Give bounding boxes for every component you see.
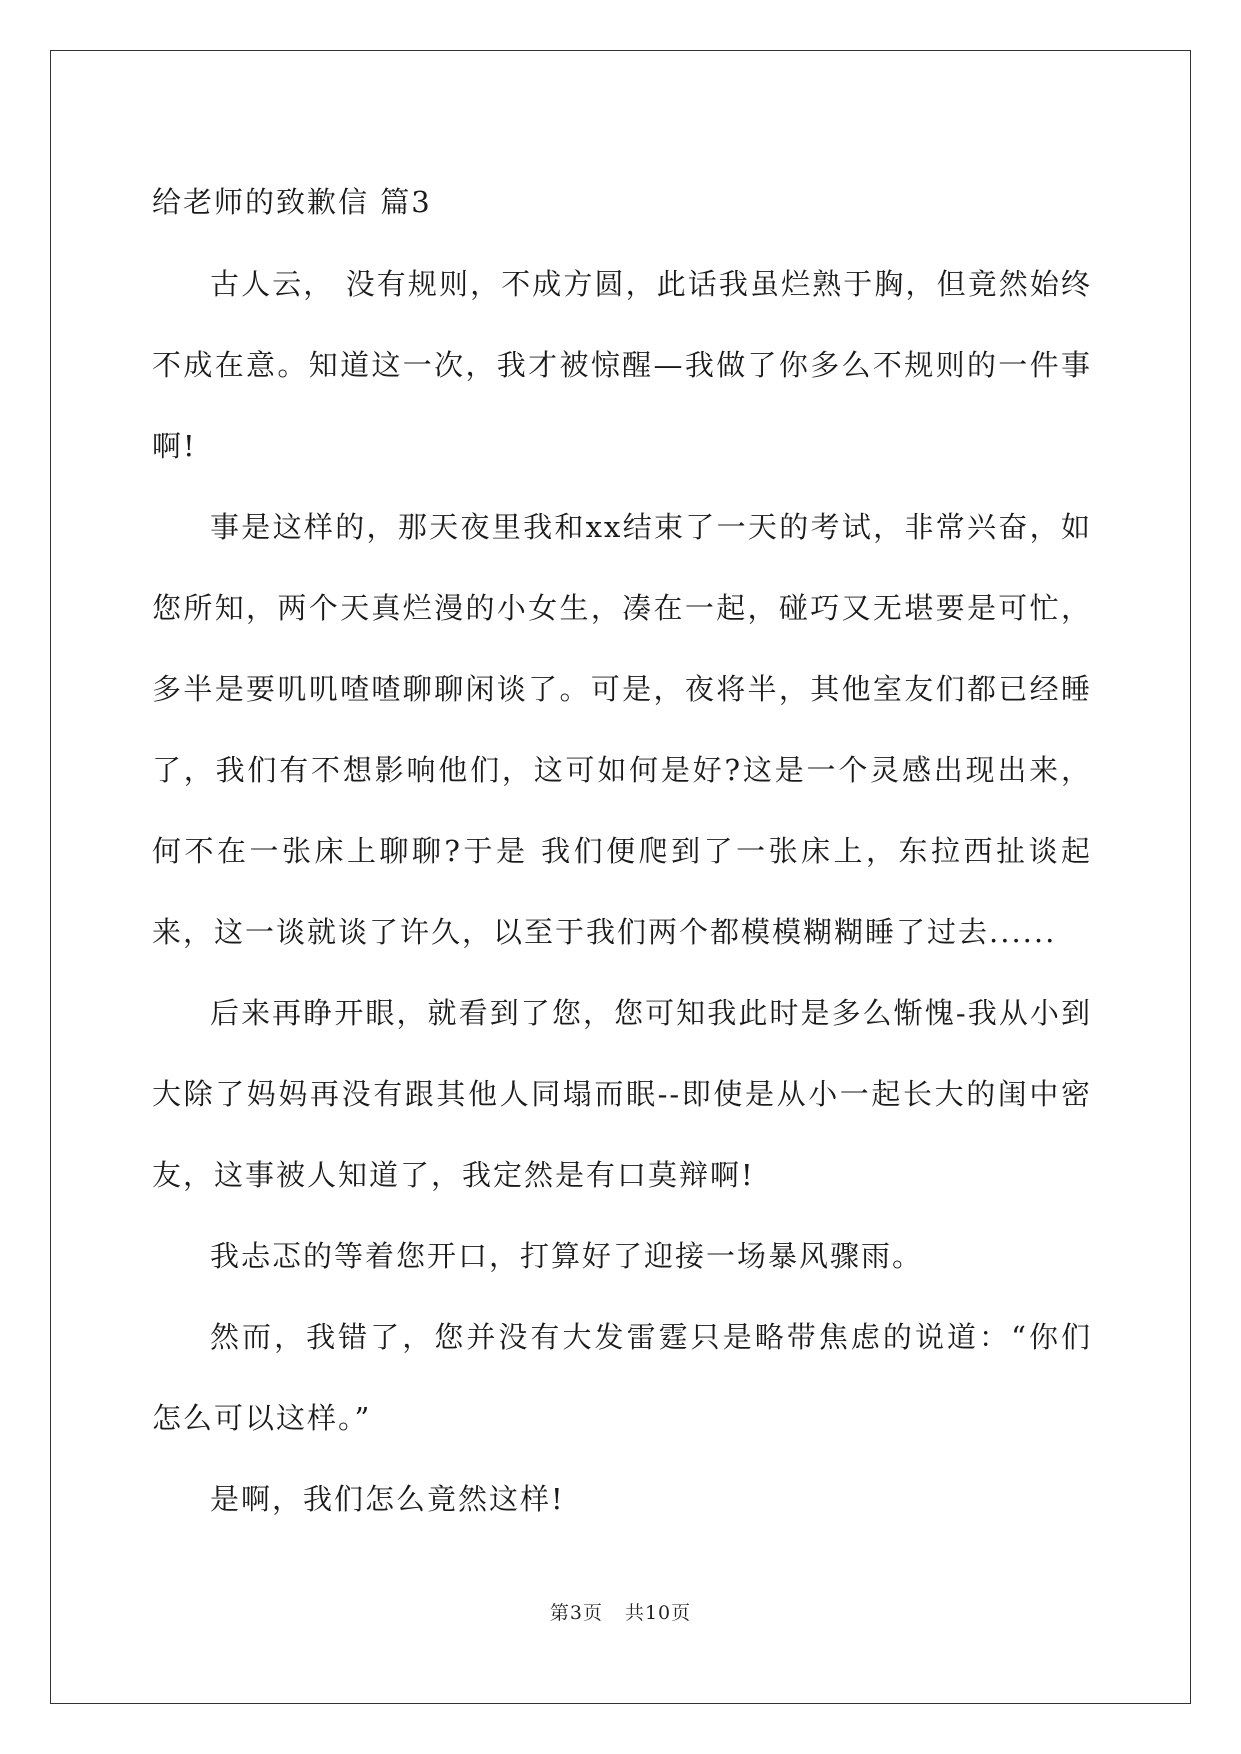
paragraph: 是啊，我们怎么竟然这样!	[210, 1482, 565, 1516]
page-number: 第3页	[549, 1602, 603, 1624]
page-footer	[0, 1598, 1241, 1625]
paragraph: 古人云， 没有规则，不成方圆，此话我虽烂熟于胸，但竟然始终不成在意。知道这一次，我才被惊醒—我做了你多么不规则的一件事啊!	[152, 267, 1092, 463]
page-total: 共10页	[624, 1602, 692, 1624]
paragraph: 后来再睁开眼，就看到了您，您可知我此时是多么惭愧-我从小到大除了妈妈再没有跟其他人同塌而眠--即使是从小一起长大的闺中密友，这事被人知道了，我定然是有口莫辩啊!	[152, 996, 1092, 1192]
document-title: 给老师的致歉信 篇3	[152, 185, 432, 219]
paragraph: 然而，我错了，您并没有大发雷霆只是略带焦虑的说道：“你们怎么可以这样。”	[152, 1320, 1092, 1435]
paragraph: 我忐忑的等着您开口，打算好了迎接一场暴风骤雨。	[210, 1239, 924, 1273]
paragraph: 事是这样的，那天夜里我和xx结束了一天的考试，非常兴奋，如您所知，两个天真烂漫的小女生，凑在一起，碰巧又无堪要是可忙，多半是要叽叽喳喳聊聊闲谈了。可是，夜将半，其他室友们都已经睡了，我们有不想影响他们，这可如何是好?这是一个灵感出现出来，何不在一张床上聊聊?于是 我们便爬到了一张床上，东拉西扯谈起来，这一谈就谈了许久，以至于我们两个都模模糊糊睡了过去......	[152, 510, 1092, 949]
document-body	[152, 162, 1092, 1540]
